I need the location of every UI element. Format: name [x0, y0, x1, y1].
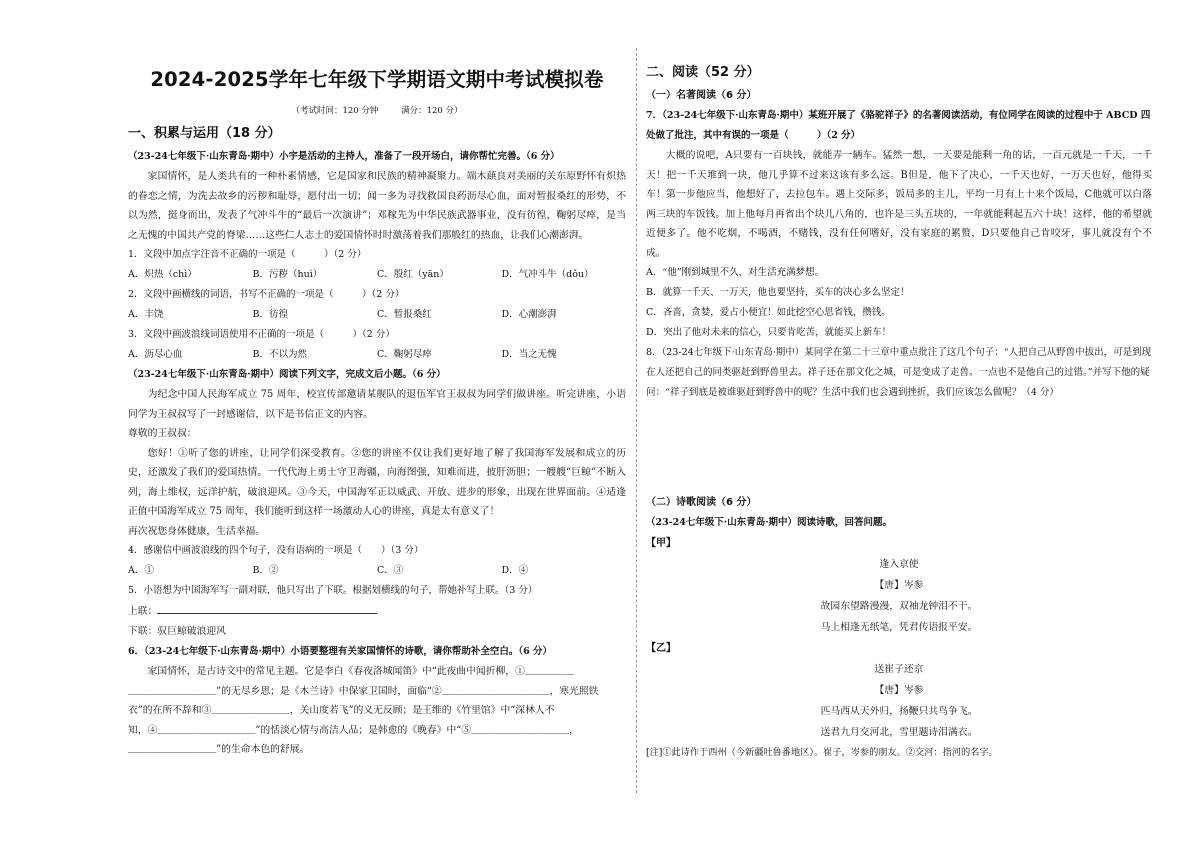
question-2-options — [128, 305, 626, 325]
question-8: 8．（23-24七年级下·山东青岛·期中）某同学在第二十三章中重点批注了这几个句子：“人把自己从野兽中拔出，可是到现在人还把自己的同类驱赶到野兽里去。祥子还在那文化之城，可是变成了走兽。一点也不是他自己的过错。”并写下他的疑问：“祥子到底是被谁驱赶到野兽中的呢？生活中我们也会遇到挫折，我们应该怎么做呢？（4 分） — [646, 347, 1152, 398]
exam-time: （考试时间：120 分钟 — [291, 106, 379, 116]
option-c: C．殷红（yān） — [377, 269, 449, 280]
poem-note: [注]①此诗作于西州（今新疆吐鲁番地区）。崔子，岑参的朋友。②交河：指河的名字。 — [646, 747, 998, 758]
exam-meta — [128, 104, 626, 116]
letter-body: 您好！①听了您的讲座，让同学们深受教育。②您的讲座不仅让我们更好地了解了我国海军发展和成立的历史，还激发了我们的爱国热情。一代代海上勇士守卫海疆，向海图强，知难而进，披肝沥胆；一艘艘“巨鲸”不断入列，海上维权，远洋护航，破浪迎风。③今天，中国海军正以威武、开放、进步的形象，出现在世界面前。④适逢正值中国海军成立 75 周年，我们能听到这样一场激动人心的讲座，真是太有意义了！ — [128, 447, 626, 517]
option-d: D．④ — [501, 565, 529, 576]
section-heading-2: 二、阅读（52 分） — [646, 65, 760, 80]
question-7-option-d: D．突出了他对未来的信心，只要肯吃苦，就能买上新车！ — [646, 327, 892, 338]
question-4: 4．感谢信中画波浪线的四个句子，没有语病的一项是（ ）（3 分） — [128, 545, 424, 556]
letter-salutation: 尊敬的王叔叔： — [128, 428, 197, 439]
question-1-options — [128, 265, 626, 285]
poem-2-title: 送崔子还京 — [874, 664, 924, 675]
option-a: A．炽热（chì） — [128, 269, 197, 280]
poem-tag-a: 【甲】 — [646, 538, 676, 549]
question-1: 1．文段中加点字注音不正确的一项是（ ）（2 分） — [128, 249, 367, 260]
poem-tag-b: 【乙】 — [646, 643, 676, 654]
option-d: D．当之无愧 — [501, 349, 557, 360]
question-5: 5．小语想为中国海军写一副对联，他只写出了下联。根据划横线的句子，帮她补写上联。（3 分） — [128, 585, 538, 596]
option-d: D．心潮澎湃 — [501, 309, 557, 320]
question-7: 7．（23-24七年级下·山东青岛·期中）某班开展了《骆驼祥子》的名著阅读活动，有位同学在阅读的过程中于 ABCD 四处做了批注，其中有误的一项是（ ）（2 分） — [646, 110, 1151, 141]
question-7-option-a: A．“他”刚到城里不久，对生活充满梦想。 — [646, 267, 825, 278]
left-column — [128, 58, 626, 760]
question-intro-2: （23-24七年级下·山东青岛·期中）阅读下列文字，完成文后小题。（6 分） — [128, 369, 446, 380]
question-7-option-b: B．就算一千天、一万天，他也要坚持，买车的决心多么坚定！ — [646, 287, 910, 298]
lower-couplet: 下联：驭巨鲸破浪迎风 — [128, 626, 226, 637]
option-d: D．气冲斗牛（dǒu） — [501, 269, 594, 280]
poem-2-line-1: 匹马西从天外归，扬鞭只共鸟争飞。 — [820, 706, 978, 717]
option-b: B．不以为然 — [252, 349, 307, 360]
question-intro-1: （23-24七年级下·山东青岛·期中）小宇是活动的主持人，准备了一段开场白，请你帮忙完善。（6 分） — [128, 151, 560, 162]
poem-1-title: 逢入京使 — [879, 559, 919, 570]
option-c: C．鞠躬尽瘁 — [377, 349, 432, 360]
passage-2: 为纪念中国人民海军成立 75 周年，校宣传部邀请某舰队的退伍军官王叔叔为同学们做讲座。听完讲座，小语同学为王叔叔写了一封感谢信，以下是书信正文的内容。 — [128, 389, 626, 420]
option-a: A．丰饶 — [128, 309, 164, 320]
question-4-options — [128, 561, 626, 581]
passage-1: 家国情怀，是人类共有的一种朴素情感，它是国家和民族的精神凝聚力。端木蕻良对美丽的关东原野怀有炽热的眷恋之情，为洗去故乡的污秽和耻辱，愿付出一切；闻一多为寻找救国良药沥尽心血，面对暂报桑红的形势，不以为然，挺身而出，发表了气冲斗牛的“最后一次演讲”；邓稼先为中华民族武器事业，没有彷徨，鞠躬尽瘁，是当之无愧的中国共产党的脊梁……这些仁人志士的爱国情怀时时激荡着我们那般红的热血，让我们心潮澎湃。 — [128, 171, 626, 241]
passage-3-line-4: 知，④＿＿＿＿＿＿＿＿＿＿”的恬淡心情与高洁人品；是韩愈的《晚春》中“⑤＿＿＿＿＿＿＿＿＿＿， — [128, 724, 579, 736]
section-heading-1: 一、积累与运用（18 分） — [128, 126, 281, 141]
subsection-heading-2: （二）诗歌阅读（6 分） — [646, 497, 757, 508]
letter-closing: 再次祝您身体健康，生活幸福。 — [128, 525, 266, 537]
option-c: C．③ — [377, 565, 404, 576]
poem-2-author: 【唐】岑参 — [874, 685, 924, 696]
passage-3-line-3: 衣”的在所不辞和③＿＿＿＿＿＿＿＿，关山度若飞”的义无反顾；是王维的《竹里馆》中“深林人不 — [128, 705, 555, 716]
option-b: B．彷徨 — [252, 309, 288, 320]
answer-blank[interactable] — [157, 601, 377, 614]
question-6: 6．（23-24七年级下·山东青岛·期中）小语要整理有关家国情怀的诗歌，请你帮助补全空白。（6 分） — [128, 646, 553, 657]
question-2: 2．文段中画横线的词语，书写不正确的一项是（ ）（2 分） — [128, 289, 405, 300]
question-3: 3．文段中画波浪线词语使用不正确的一项是（ ）（2 分） — [128, 329, 395, 340]
option-b: B．污秽（huì） — [252, 269, 323, 280]
passage-4: 大概的说吧，A只要有一百块钱，就能弄一辆车。猛然一想，一天要是能剩一角的话，一百元就是一千天，一千天！把一千天堆到一块，他几乎算不过来这该有多么远。B但是，他下了决心，一千天也好，一万天也好，他得买车！第一步他应当，他想好了，去拉包车。遇上交际多，饭局多的主儿，平均一月有上十来个饭局，C他就可以白落两三块的车饭钱。加上他每月再省出个块儿八角的，也许是三头五块的，一年就能剩起五六十块！这样，他的希望就近便多了。他不吃烟，不喝酒，不赌钱，没有任何嗜好，没有家庭的累赘，D只要他自己肯咬牙，事儿就没有个不成。 — [646, 150, 1152, 259]
question-7-option-c: C．吝啬，贪婪，爱占小便宜！如此挖空心思省钱，攒钱。 — [646, 307, 891, 318]
question-3-options — [128, 345, 626, 365]
subsection-heading-1: （一）名著阅读（6 分） — [646, 90, 757, 101]
question-9-intro: （23-24七年级下·山东青岛·期中）阅读诗歌，回答问题。 — [646, 517, 892, 528]
upper-couplet — [128, 601, 626, 622]
poem-1-line-1: 故园东望路漫漫，双袖龙钟泪不干。 — [820, 601, 978, 612]
poem-2-line-2: 送君九月交河北，雪里题诗泪满衣。 — [820, 727, 978, 738]
option-a: A．沥尽心血 — [128, 349, 183, 360]
option-a: A．① — [128, 565, 154, 576]
passage-3-line-2: ＿＿＿＿＿＿＿＿＿”的无尽乡思；是《木兰诗》中保家卫国时，面临“②＿＿＿＿＿＿＿＿＿＿＿，寒光照铁 — [128, 685, 599, 697]
option-b: B．② — [252, 565, 279, 576]
column-divider — [636, 48, 637, 793]
right-column — [646, 58, 1152, 763]
passage-3-line-5: ＿＿＿＿＿＿＿＿＿”的生命本色的舒展。 — [128, 744, 310, 755]
answer-area[interactable] — [646, 403, 1152, 489]
passage-3-line-1: 家国情怀，是古诗文中的常见主题。它是李白《春夜洛城闻笛》中“此夜曲中闻折柳，①＿＿＿＿＿ — [147, 666, 574, 677]
exam-score: 满分：120 分） — [401, 106, 463, 116]
poem-1-line-2: 马上相逢无纸笔，凭君传语报平安。 — [820, 622, 978, 633]
poem-1-author: 【唐】岑参 — [874, 580, 924, 591]
option-c: C．暂报桑红 — [377, 309, 432, 320]
page-title: 2024-2025学年七年级下学期语文期中考试模拟卷 — [150, 68, 604, 91]
upper-couplet-label: 上联： — [128, 606, 158, 617]
